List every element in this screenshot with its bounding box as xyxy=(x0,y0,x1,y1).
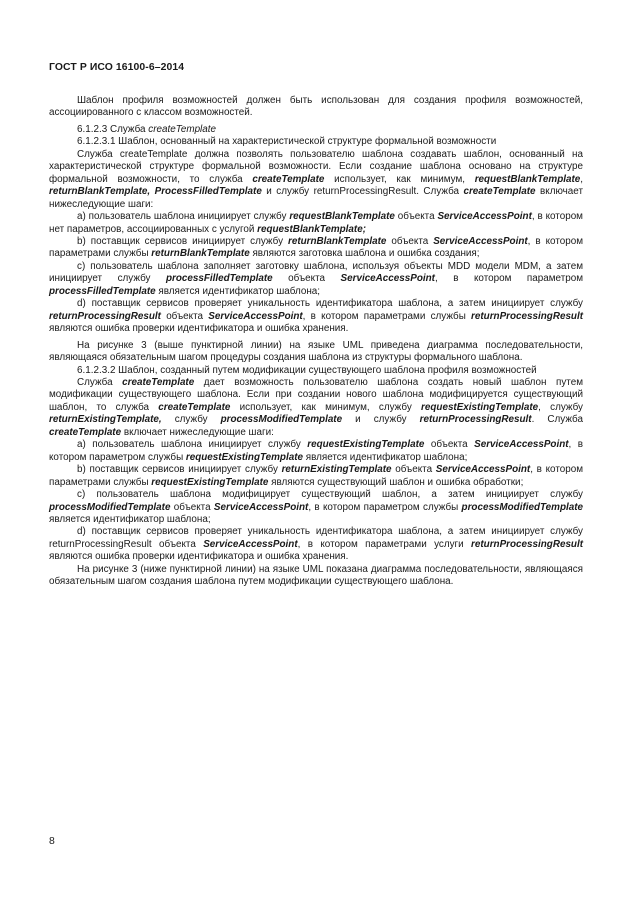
document-body xyxy=(49,95,583,589)
body-paragraph: b) поставщик сервисов инициирует службу returnExistingTemplate объекта ServiceAccessPoint, в котором параметрами службы requestExistingTemplate являются существующий шаблон и ошибка обработки; xyxy=(49,464,583,488)
body-paragraph: d) поставщик сервисов проверяет уникальность идентификатора шаблона, а затем инициирует службу returnProcessingResult объекта ServiceAccessPoint, в котором параметрами службы returnProcessingResult являются ошибка проверки идентификатора и ошибка хранения. xyxy=(49,298,583,335)
body-paragraph: Служба createTemplate дает возможность пользователю шаблона создать новый шаблон путем модификации существующего шаблона. Если при создании нового шаблона модифицируется существующий шаблон, то служба createTemplate использует, как минимум, службу requestExistingTemplate, службу returnExistingTemplate, службу processModifiedTemplate и службу returnProcessingResult. Служба createTemplate включает нижеследующие шаги: xyxy=(49,376,583,438)
body-paragraph: На рисунке 3 (выше пунктирной линии) на языке UML приведена диаграмма последовательности, являющаяся обязательным шагом процедуры создания шаблона из структуры формального шаблона. xyxy=(49,339,583,364)
body-paragraph: 6.1.2.3 Служба createTemplate xyxy=(77,123,216,135)
body-paragraph: Служба createTemplate должна позволять пользователю шаблона создавать шаблон, основанный на характеристической структуре формальной возможности. Если создание шаблона основано на структуре формальной возможности, то служба createTemplate использует, как минимум, requestBlankTemplate, returnBlankTemplate, ProcessFilledTemplate и службу returnProcessingResult. Служба createTemplate включает нижеследующие шаги: xyxy=(49,148,583,210)
body-paragraph: b) поставщик сервисов инициирует службу returnBlankTemplate объекта ServiceAccessPoint, в котором параметрами службы returnBlankTemplate являются заготовка шаблона и ошибка создания; xyxy=(49,235,583,260)
body-paragraph: a) пользователь шаблона инициирует службу requestBlankTemplate объекта ServiceAccessPoint, в котором нет параметров, ассоциированных с услугой requestBlankTemplate; xyxy=(49,211,583,235)
body-paragraph: 6.1.2.3.2 Шаблон, созданный путем модификации существующего шаблона профиля возможностей xyxy=(77,364,537,376)
body-paragraph: Шаблон профиля возможностей должен быть использован для создания профиля возможностей, ассоциированного с классом возможностей. xyxy=(49,95,583,119)
body-paragraph: d) поставщик сервисов проверяет уникальность идентификатора шаблона, а затем инициирует службу returnProcessingResult объекта ServiceAccessPoint, в котором параметрами услуги returnProcessingResult являются ошибка проверки идентификатора и ошибка хранения. xyxy=(49,526,583,563)
body-paragraph: c) пользователь шаблона модифицирует существующий шаблон, а затем инициирует службу processModifiedTemplate объекта ServiceAccessPoint, в котором параметром службы processModifiedTemplate является идентификатор шаблона; xyxy=(49,489,583,525)
page-number: 8 xyxy=(49,836,55,847)
body-paragraph: 6.1.2.3.1 Шаблон, основанный на характеристической структуре формальной возможности xyxy=(77,136,497,148)
body-paragraph: На рисунке 3 (ниже пунктирной линии) на языке UML показана диаграмма последовательности, являющаяся обязательным шагом создания шаблона путем модификации существующего шаблона. xyxy=(49,563,583,588)
document-header: ГОСТ Р ИСО 16100-6–2014 xyxy=(49,62,185,73)
body-paragraph: a) пользователь шаблона инициирует службу requestExistingTemplate объекта ServiceAccessPoint, в котором параметром службы requestExistingTemplate является идентификатор шаблона; xyxy=(49,439,583,463)
body-paragraph: c) пользователь шаблона заполняет заготовку шаблона, используя объекты MDD модели MDM, а затем инициирует службу processFilledTemplate объекта ServiceAccessPoint, в котором параметром processFilledTemplate является идентификатор шаблона; xyxy=(49,260,583,297)
